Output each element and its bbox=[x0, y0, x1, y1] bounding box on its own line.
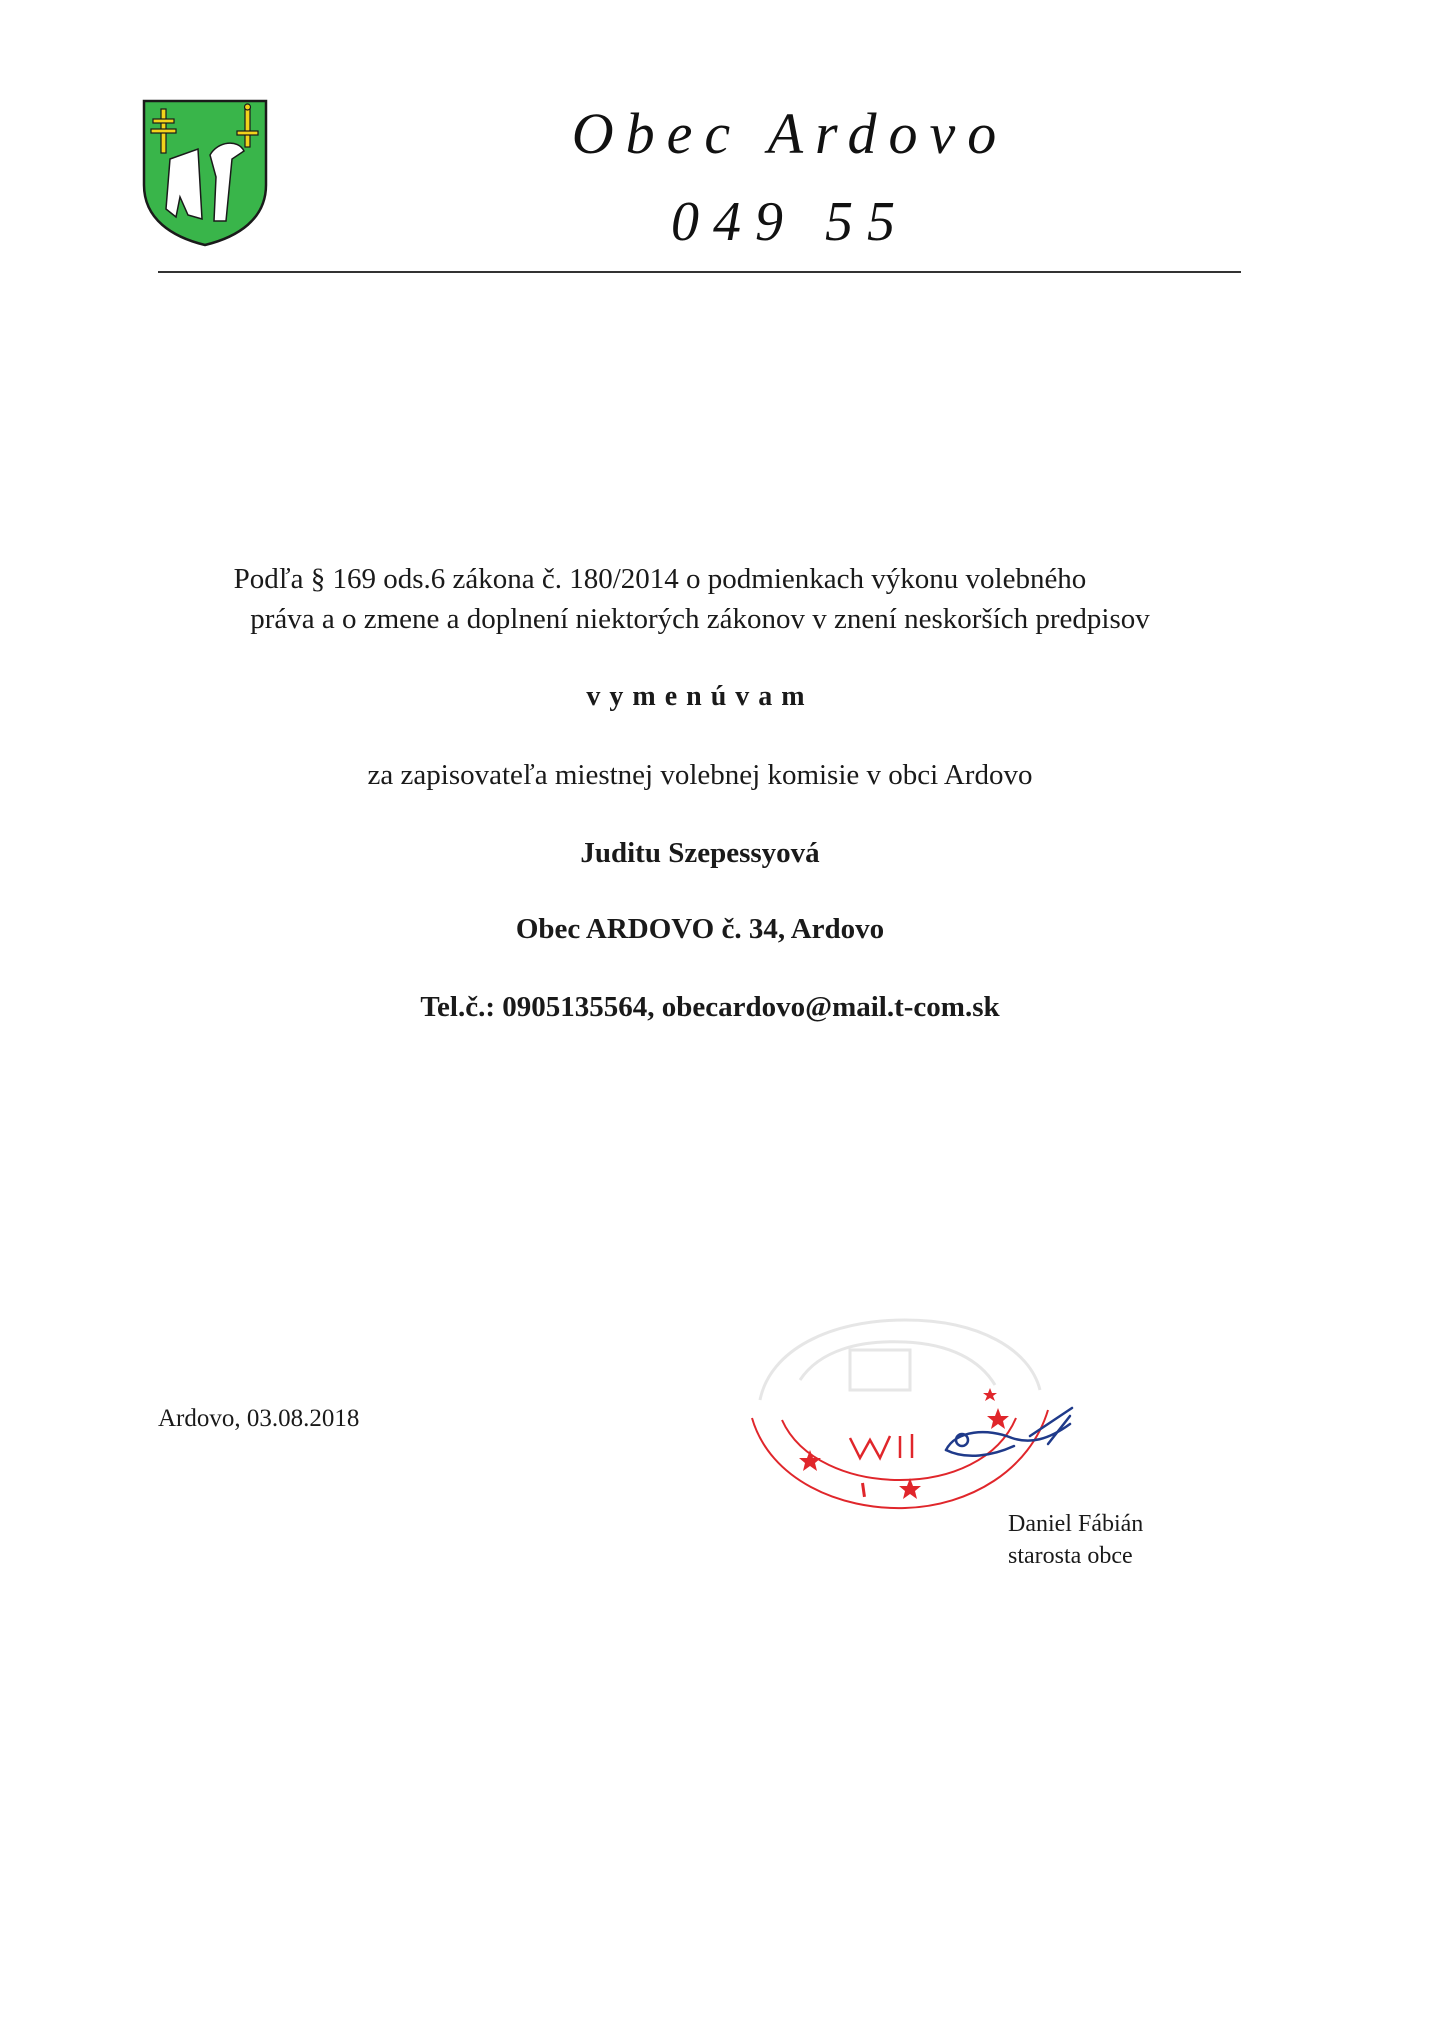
place-date: Ardovo, 03.08.2018 bbox=[158, 1405, 360, 1432]
appointee-name: Juditu Szepessyová bbox=[580, 837, 820, 869]
intro-line-2: práva a o zmene a doplnení niektorých zákonov v znení neskorších predpisov bbox=[250, 603, 1150, 635]
appointee-address: Obec ARDOVO č. 34, Ardovo bbox=[515, 913, 885, 945]
postal-code: 049 55 bbox=[671, 191, 909, 253]
intro-line-1: Podľa § 169 ods.6 zákona č. 180/2014 o podmienkach výkonu volebného bbox=[233, 563, 1087, 595]
official-stamp-icon bbox=[730, 1290, 1080, 1520]
header-divider bbox=[158, 271, 1241, 273]
signature-block bbox=[1008, 1508, 1143, 1572]
contact-line: Tel.č.: 0905135564, obecardovo@mail.t-com.sk bbox=[420, 991, 1000, 1023]
signer-name: Daniel Fábián bbox=[1008, 1511, 1144, 1537]
coat-of-arms-icon bbox=[140, 97, 270, 247]
org-name: Obec Ardovo bbox=[571, 101, 1009, 166]
role-line: za zapisovateľa miestnej volebnej komisie v obci Ardovo bbox=[367, 759, 1033, 791]
decree-word: vymenúvam bbox=[586, 681, 814, 712]
signer-title: starosta obce bbox=[1008, 1543, 1133, 1569]
